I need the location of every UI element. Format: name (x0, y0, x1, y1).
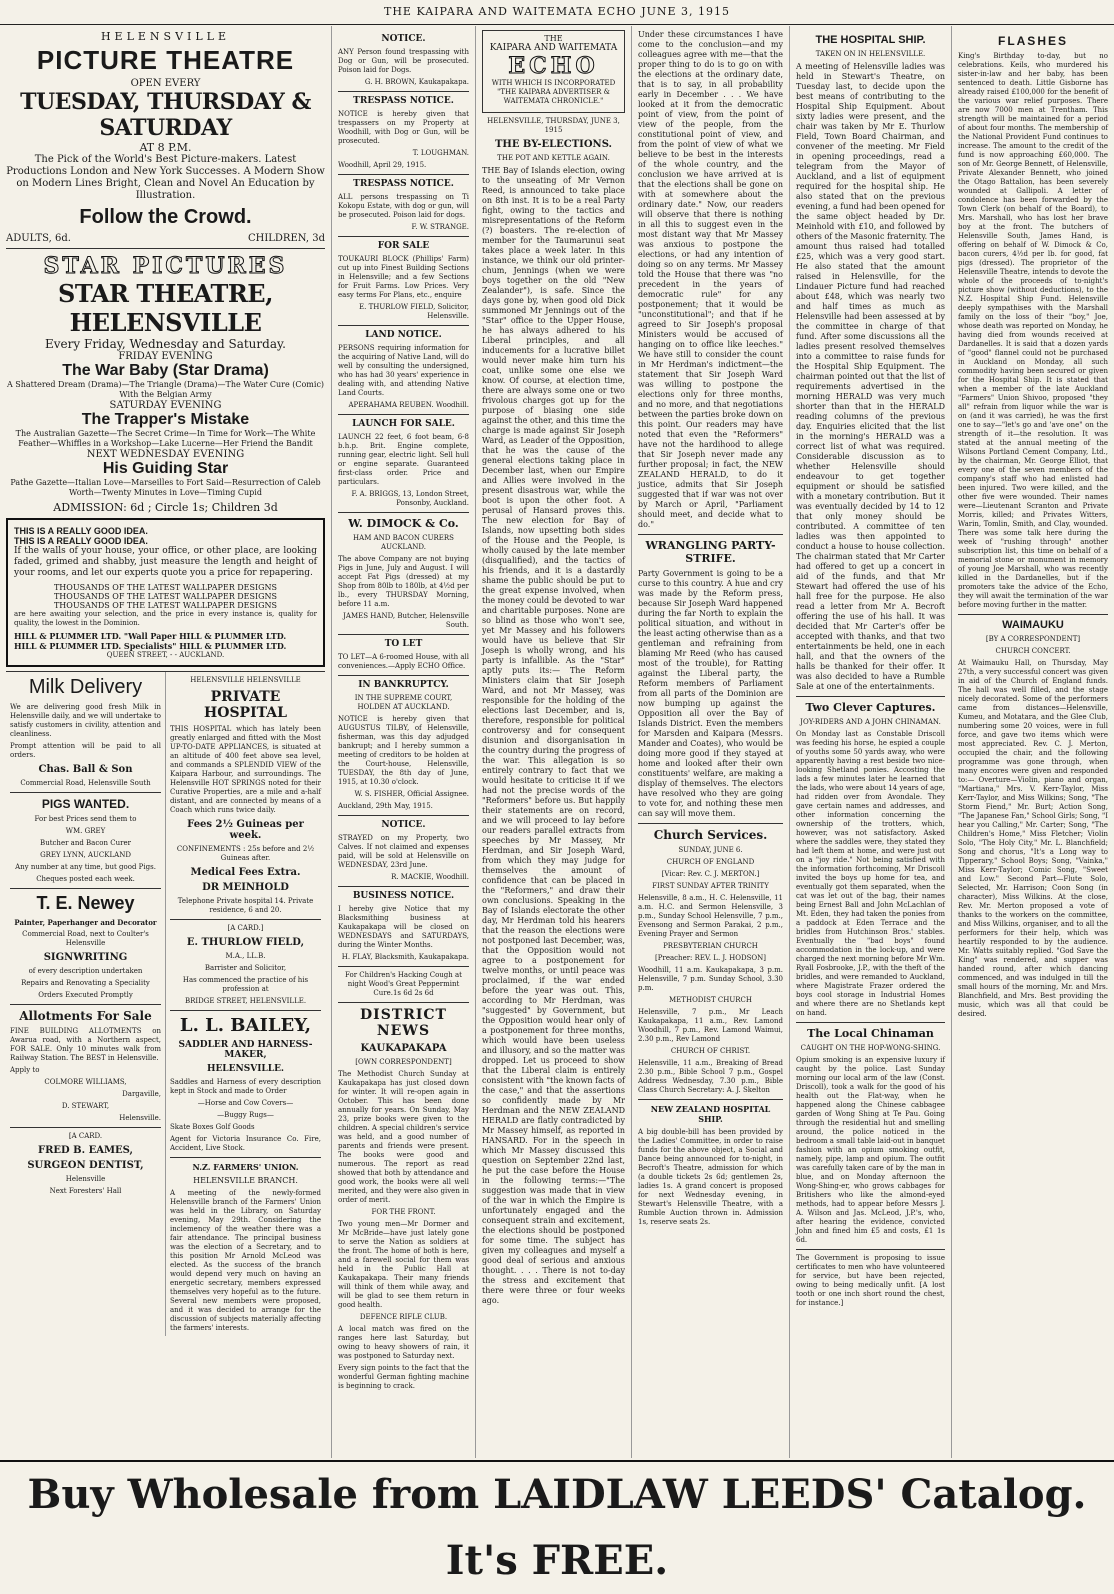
wallpaper-t1: THOUSANDS OF THE LATEST WALLPAPER DESIGNS (53, 583, 278, 592)
chinaman-title: The Local Chinaman (807, 1027, 934, 1040)
field-deg: M.A., LL.B. (225, 952, 266, 960)
pigs-trade: Butcher and Bacon Curer (40, 839, 131, 847)
newey-repairs: Repairs and Renovating a Speciality (21, 979, 150, 987)
milk-body: We are delivering good fresh Milk in Helensville daily, and we will undertake to satisfy customers in civility, attention and cleanliness. (10, 703, 161, 738)
chinaman-sub: CAUGHT ON THE HOP-WONG-SHING. (800, 1044, 941, 1052)
star-admission: ADMISSION: 6d ; Circle 1s; Children 3d (53, 501, 278, 514)
bailey-town: HELENSVILLE. (206, 1064, 285, 1074)
church-2-body: Woodhill, 11 a.m. Kaukapakapa, 3 p.m. Helensville, 7 p.m. Sunday School, 3.30 p.m. (638, 966, 783, 992)
hospital-tel: Telephone Private hospital 14. Private residence, 6 and 20. (177, 897, 314, 914)
hospital-conf: CONFINEMENTS : 25s before and 2½ Guineas after. (176, 845, 315, 862)
church-date: SUNDAY, JUNE 6. (678, 846, 743, 854)
waimauku-sub: CHURCH CONCERT. (995, 647, 1071, 655)
notice-7-sig: JAMES HAND, Butcher, Helensville South. (343, 612, 469, 629)
wrangling-title: WRANGLING PARTY-STRIFE. (645, 539, 776, 565)
echo-name: KAIPARA AND WAITEMATA (489, 43, 618, 53)
picture-theatre-slogan: Follow the Crowd. (79, 206, 252, 228)
notice-3-body: ALL persons trespassing on Ti Kokopu Estate, with dog or gun, will be prosecuted. Poison laid for dogs. (338, 193, 469, 219)
milk-body2: Prompt attention will be paid to all orders. (10, 742, 161, 759)
column-5 (790, 26, 952, 1458)
field-title: Barrister and Solicitor, (204, 964, 287, 972)
district-title: DISTRICT NEWS (360, 1007, 447, 1039)
newey-orders: Orders Executed Promptly (38, 991, 133, 999)
star-wed: NEXT WEDNESDAY EVENING (86, 449, 245, 460)
picture-theatre-blurb: The Pick of the World's Best Picture-makers. Latest Productions London and New York Successes. A Modern Show on Modern Lines Bright, Clean and Novel An Education by Illustration. (6, 154, 325, 201)
star-pictures-title: STAR PICTURES (43, 253, 288, 279)
notice-5-body: PERSONS requiring information for the acquiring of Native Land, will do well by consulting the undersigned, who has had 30 years' experience in dealing with, and attending Native Land Courts. (338, 344, 469, 397)
notice-5-title: LAND NOTICE. (365, 330, 442, 340)
pigs-note: Cheques posted each week. (36, 875, 135, 883)
newey-name: T. E. Newey (36, 893, 135, 913)
district-body4: Every sign points to the fact that the wonderful German fighting machine is beginning to crack. (338, 1364, 469, 1390)
notice-9-sig: W. S. FISHER, Official Assignee. (354, 790, 469, 798)
col4-body: Under these circumstances I have come to the conclusion—and my colleagues agree with me—that the proper thing to do is to go on with the elections at the ordinary date, that is to say, in all probability early in December . . . We have looked at it from the democratic point of view, from the point of view of the people, from the constitutional point of view, and from the point of view of what we believe to be best in the interests of the whole country, and the conclusion we have arrived at is that the elections shall be gone on with at somewhere about the ordinary date." Now, our readers will observe that there is nothing in all this to suggest even in the most distant way that Mr Massey was anxious to postpone the elections, or had any intention of doing so on any terms. Mr Massey told the House that there was "no precedent in the years of democratic rule" for any postponement; that it would be "unconstitutional"; and that if he agreed to Sir Joseph's proposal Ministers would be accused of hanging on to office like leeches." We have still to consider the count in Mr Herdman's indictment—the statement that Sir Joseph Ward was willing to postpone the elections only for three months, and no more, and that negotiations between the parties broke down on this point. Our readers may have noted that even the "Reformers" have not the hardihood to allege that Sir Joseph never made any further proposal; in fact, the NEW ZEALAND HERALD, to do it justice, admits that Sir Joseph suggested that if war was not over by March or April, "Parliament should meet, and decide what to do." (638, 30, 783, 529)
bailey-l1: —Horse and Cow Covers— (197, 1099, 294, 1107)
wallpaper-firm2: HILL & PLUMMER LTD. Specialists" HILL & PLUMMER LTD. (14, 641, 287, 651)
notice-2-sig: T. LOUGHMAN. (412, 149, 469, 157)
masthead: THE KAIPARA AND WAITEMATA ECHO JUNE 3, 1915 (0, 0, 1114, 25)
laidlaw-leeds-banner: Buy Wholesale from LAIDLAW LEEDS' Catalog. It's FREE. (0, 1460, 1114, 1534)
allotments-n2: D. STEWART, (61, 1102, 110, 1110)
newspaper-page (0, 26, 1114, 1458)
flashes-title: FLASHES (997, 34, 1068, 48)
church-2-preacher: [Preacher: REV. L. J. HODSON] (655, 954, 766, 962)
district-body: The Methodist Church Sunday at Kaukapakapa has just closed down for winter. It will re-open again in October. This has been done annually for years. On Sunday, May 23, prize books were given to the children. A special children's service was held, and a good number of parents and friends were present. The books were good and numerous. The report as read showed that both by attendance and good work, the books were all well merited, and they were also given in order of merit. (338, 1070, 469, 1204)
field-name: E. THURLOW FIELD, (186, 937, 305, 948)
church-title: Church Services. (653, 828, 768, 842)
eames-card: [A CARD. (68, 1132, 103, 1140)
district-body3: A local match was fired on the ranges here last Saturday, but owing to heavy showers of rain, it was postponed to Saturday next. (338, 1325, 469, 1360)
wrangling-body: Party Government is going to be a curse to this country. A hue and cry was made by the Reform press, because Sir Joseph Ward happened during the far North to explain the political situation, and without in the least acting otherwise than as a gentleman and refraining from blaming Mr Reed (who has caused most of the trouble), for Ratting against the Liberal party, the Reform members of Parliament from all parts of the Dominion are now bumping up against the Opposition all over the Bay of Islands District. Even the members for Marsden and Kaipara (Messrs. Mander and Coates), who would be doing more good if they stayed at home and looked after their own constituents' welfare, are making a display of themselves. The electors have resolved who they are going to vote for, and nothing these men can say will move them. (638, 569, 783, 818)
district-front: FOR THE FRONT. (371, 1208, 436, 1216)
eames-town: Helensville (65, 1175, 106, 1183)
star-theatre-days: Every Friday, Wednesday and Saturday. (45, 337, 286, 351)
milk-title: Milk Delivery (28, 676, 143, 698)
notice-3-sig: F. W. STRANGE. (411, 223, 469, 231)
notice-12: For Children's Hacking Cough at night Wood's Great Peppermint Cure.1s 6d 2s 6d (345, 971, 462, 997)
nz-hospital-ship-body: A big double-bill has been provided by the Ladies' Committee, in order to raise funds for the above object, a Social and Dance being announced for to-night, in Becroft's Theatre, admission for which (a double tickets 2s 6d; gentlemen 2s, ladies 1s. A grand concert is proposed for next Wednesday evening, in Stewart's Helensville Theatre, with a Rumble Auction thrown in. Admission 1s, reserve seats 2s. (638, 1128, 783, 1226)
star-fri-title: The War Baby (Star Drama) (62, 362, 269, 379)
notice-3-title: TRESPASS NOTICE. (353, 179, 454, 189)
eames-addr: Next Foresters' Hall (49, 1187, 122, 1195)
column-2 (332, 26, 476, 1458)
notice-2-title: TRESPASS NOTICE. (353, 96, 454, 106)
church-3: METHODIST CHURCH (669, 996, 752, 1004)
notice-2-date: Woodhill, April 29, 1915. (338, 161, 427, 169)
star-theatre-name: STAR THEATRE, HELENSVILLE (58, 279, 273, 337)
picture-theatre-adults: ADULTS, 6d. (6, 233, 71, 244)
wallpaper-body: If the walls of your house, your office, or other place, are looking faded, grimed and shabby, just measure the length and height of your rooms, and let our experts quote you a price for repapering. (14, 546, 317, 578)
flashes-body: King's Birthday to-day, but no celebrations. Keils, who murdered his sister-in-law and her baby, has been sentenced to death. Little Gisborne has already raised £100,000 for the benefit of the various war relief purposes. There are now 7000 men at Trentham. This strength will be maintained for a period of about four months. The membership of the National Provident Fund continues to increase. The amount to the credit of the fund is now approaching £60,000. The son of Mr. George Bennett, of Helensville, Private Alexander Bennett, who joined the Otago Battalion, has been severely wounded at Gallipoli. A letter of condolence has been forwarded by the Town Clerk (on behalf of the Board), to Mrs. Marshall, who has lost her brave boy at the front. The butchers of Helensville South, James Hand, is offering on behalf of W. Dimock & Co, bacon curers, 4½d per lb. for good, fat pigs (dressed). The proprietor of the Helensville Theatre, intends to devote the whole of the proceeds of to-night's picture show (without deductions), to the N.Z. Hospital Ship Fund. Helensville deeply sympathises with the Marshall family on the loss of their "boy," Joe, whose death was reported on Monday, he having died from wounds received at Dardanelles. It is said that a dozen yards of "good" flannel could not be purchased in Auckland on Monday, all such commodity having been secured or given for the Hospital Ship. It is stated that when a member of the late Auckland "Farmers" Union Shivoo, proposed "they all" refrain from liquor while the war is on (and it was carried), he was the first one to say—"let's go and 'ave one" on the strength of it—the resolution. It was stated at the annual meeting of the Wilsons Portland Cement Company, Ltd., by the chairman, Mr. George Elliot, that every one of the seven members of the company's staff who had enlisted had been injured. Two were killed, and the other five were wounded. Their names were—Lieutenant Scranton and Private Morris, killed; and Privates Witters, Warin, Tomlin, Smith, and Clay, wounded. There was some talk here during the week of "rushing through" another subscription list, this time on behalf of a memorial stone or monument in memory of young Joe Marshall, who was recently killed in the Dardanelles, but if the promoters take the advice of the Echo, they will await the termination of the war before moving further in the matter. (958, 52, 1108, 609)
picture-theatre-time: AT 8 P.M. (139, 141, 192, 154)
column-4 (632, 26, 790, 1458)
notice-7-body: The above Company are not buying Pigs in June, July and August. I will accept Fat Pigs (dressed) at my Shop from 80lb to 180lb, at 4½d per lb., every THURSDAY Morning, before 11 a.m. (338, 555, 469, 608)
picture-theatre-ad (6, 30, 325, 244)
picture-theatre-town: HELENSVILLE (100, 30, 231, 43)
star-wed-title: His Guiding Star (102, 460, 229, 477)
notice-1-body: ANY Person found trespassing with Dog or Gun, will be prosecuted. Poison laid for Dogs. (338, 48, 469, 74)
column-6 (952, 26, 1114, 1458)
captures-title: Two Clever Captures. (805, 701, 936, 714)
waimauku-title: WAIMAUKU (1002, 619, 1064, 631)
church-3-body: Helensville, 7 p.m., Mr Leach Kaukapakapa, 11 a.m., Rev. Lamond Woodhill, 7 p.m., Rev. Lamond Waimui, 2.30 p.m., Rev Lamond (638, 1008, 783, 1043)
notice-8-body: TO LET—A 6-roomed House, with all conveniences.—Apply ECHO Office. (338, 653, 469, 670)
hospital-ship-sub: TAKEN ON IN HELENSVILLE. (815, 50, 926, 58)
notice-5-sig: APERAHAMA REUBEN. Woodhill. (348, 401, 469, 409)
notice-4-sig: E. THURLOW FIELD, Solicitor, Helensville. (359, 303, 469, 320)
hospital-dr: DR MEINHOLD (202, 882, 289, 893)
pigs-body2: Any number at any time, but good Pigs. (15, 863, 156, 871)
bailey-name: L. L. BAILEY, (179, 1015, 312, 1036)
district-rifle: DEFENCE RIFLE CLUB. (359, 1313, 448, 1321)
echo-title: ECHO (508, 53, 599, 79)
wallpaper-t3: THOUSANDS OF THE LATEST WALLPAPER DESIGNS (53, 601, 278, 610)
star-sat-desc: The Australian Gazette—The Secret Crime—In Time for Work—The White Feather—Whiffles in a Workshop—Lake Lucerne—Her Friend the Bandit (15, 429, 316, 448)
notice-1-sig: G. H. BROWN, Kaukapakapa. (364, 78, 469, 86)
church-1: CHURCH OF ENGLAND (666, 858, 755, 866)
bailey-trade: SADDLER AND HARNESS-MAKER, (178, 1040, 313, 1060)
hospital-head: HELENSVILLE HELENSVILLE (190, 676, 301, 684)
milk-firm: Chas. Ball & Son (38, 764, 133, 775)
allotments-n2b: Helensville. (119, 1114, 161, 1122)
pigs-place: GREY LYNN, AUCKLAND (40, 851, 131, 859)
newey-trade: Painter, Paperhanger and Decorator (14, 918, 157, 927)
notice-11-sig: H. FLAY, Blacksmith, Kaukapakapa. (341, 953, 469, 961)
allotments-n1b: Dargaville, (122, 1090, 161, 1098)
wallpaper-addr: QUEEN STREET, - - AUCKLAND. (106, 651, 225, 659)
field-body: Has commenced the practice of his profession at (182, 976, 309, 993)
notice-4-body: TOUKAURI BLOCK (Phillips' Farm) cut up into Finest Building Sections in Helensville; and a few Sections for Fruit Farms. Low Prices. Very easy terms For Plans, etc., enquire (338, 255, 469, 299)
field-addr: BRIDGE STREET, HELENSVILLE. (184, 997, 307, 1005)
farmers-title: N.Z. FARMERS' UNION. (192, 1162, 299, 1172)
eames-trade: SURGEON DENTIST, (27, 1160, 144, 1171)
notice-10-body: STRAYED on my Property, two Calves. If not claimed and expenses paid, will be sold at Helensville on WEDNESDAY, 23rd June. (338, 834, 469, 869)
farmers-sub: HELENSVILLE BRANCH. (193, 1176, 298, 1185)
notice-8-title: TO LET (384, 639, 423, 649)
hospital-ship-body: A meeting of Helensville ladies was held in Stewart's Theatre, on Tuesday last, to decide upon the best means of contributing to the Hospital Ship Equipment. About sixty ladies were present, and the chair was taken by Mr E. Thurlow Field, Town Board Chairman, and convener of the meeting. Mr Field in opening proceedings, read a telegram from the Mayor of Auckland, and a list of equipment required for the hospital ship. He also stated that on the previous evening, a fund had been opened for the same object headed by Dr. Meinhold with £10, and followed by others of the Masonic fraternity. The amount thus raised had totalled £25, which was a very good start. He also stated that the amount raised in Helensville, for the Lindauer Picture fund had reached about £48, which was nearly two and half times as much as Helensville had been assessed at by the committee in charge of that fund. After some discussions all the ladies present resolved themselves into a committee to raise funds for the Hospital Ship Equipment. The chairman pointed out that the list of requirements advertised in the morning HERALD was very much shorter than that in the HERALD reading columns of the previous day. Enquiries elicited that the list in the morning's HERALD was a correct list of what was required. Considerable discussion as to whether Helensville should endeavour to get together equipment or should be satisfied with a monetary contribution. But it was eventually decided by 14 to 12 that only money should be contributed. A committee of ten ladies was then appointed to conduct a house to house collection. The chairman stated that Mr Carter had offered to get up a concert in aid of the funds, and that Mr Stewart had offered the use of his hall free for the purpose. He also read a letter from Mr A. Becroft offering the use of his hall. It was decided that Mr Carter's offer be accepted with thanks, and that two entertainments be held, one in each hall, and that the owners of the halls be thanked for their offer. It was also decided to have a Rumble Sale at one of the entertainments. (796, 62, 945, 691)
notice-9-title: IN BANKRUPTCY. (358, 680, 449, 690)
editorial-body: THE Bay of Islands election, owing to the unseating of Mr Vernon Reed, is announced to take place on 8th inst. It is to be a real Party fight, owing to the tactics and misrepresentations of the Reform (?) boasters. The re-election of member for the Taumarunui seat takes place a week later. In this instance, we think our old printer-chum, Jennings (when we were boys together on the old "New Zealander"), is safe. Since the days gone by, when good old Dick summoned Mr Jennings out of the "Star" office to the Upper House, he has always adhered to his Liberal principles, and all inducements for a lucrative billet would never make him turn his coat, unlike some one else we know. Of course, at election time, there are always some one or two frivolous charges got up for the purpose of biasing one side against the other, and this time the charge is made against Sir Joseph Ward, as Leader of the Opposition, that he was the cause of the general elections taking place in December last, when our Empire and Allies were involved in the present disastrous war, while the boot is upon the other foot. A perusal of Hansard proves this. The new election for Bay of Islands, now upsetting both sides of the House and the People, is wholly caused by the late member (disqualified), and the tactics of his friends, and it is a dastardly shame the public should be put to the great expense involved, when the money could be devoted to war and charitable purposes. None are so blind as those who won't see, yet Mr Massey and his followers would have us believe that Sir Joseph is wholly wrong, and his party is infallible. As the "Star" aptly puts its:— The Reform Ministers claim that Sir Joseph Ward, and not Mr Massey, was responsible for the holding of the elections last December, and is, therefore, responsible for political controversy and for consequent disunion and disorganisation in the country during the progress of the war. This allegation is so entirely contrary to fact that we would hesitate to criticise it if we had not the precise words of the "Reformers" before us. But happily their statements are on record, and we will proceed to lay before our readers parallel extracts from speeches by Mr Massey, Mr Herdman, and Sir Joseph Ward, from which they may judge for themselves the amount of confidence that can be placed in the "Reformers," and draw their own conclusions. Speaking in the Bay of Islands electorate the other day, Mr Herdman told his hearers that the reason the elections were not postponed last December, was, that the Opposition would not agree to a postponement for twelve months, or until peace was proclaimed, if the war ended before the year was out. This, according to Mr Herdman, was "suggested" by Government, but the Opposition would hear only of a postponement for three months, which would have been useless and illusory, and so the matter was dropped. Let us proceed to show that the Liberal claim is entirely consistent with "the known facts of the case," and that the assertions so confidently made by Mr Herdman and the NEW ZEALAND HERALD are flatly contradicted by Mr Massey himself, as reported in HANSARD. For in the speech in which Mr Massey discussed this question on September 22nd last, he put the case before the House in the following terms:—"The suggestion was made that in view of the war in which the Empire is unfortunately engaged and the consequent strain and excitement, the elections should be postponed for some time. The subject has given my colleagues and myself a good deal of serious and anxious thought. . . . There is not to-day the stress and excitement that there were three or four weeks ago. (482, 166, 625, 1305)
star-sat-title: The Trapper's Mistake (81, 411, 250, 428)
notice-6-sig: F. A. BRIGGS, 13, London Street, Ponsonby, Auckland. (351, 490, 469, 507)
notice-6-title: LAUNCH FOR SALE. (352, 419, 455, 429)
eames-name: FRED B. EAMES, (37, 1145, 134, 1156)
notice-11-body: I hereby give Notice that my Blacksmithing business at Kaukapakapa will be closed on WEDNESDAYS and SATURDAYS, during the Winter Months. (338, 905, 469, 949)
notice-9-sub: IN THE SUPREME COURT, HOLDEN AT AUCKLAND. (354, 694, 453, 711)
echo-inc: WITH WHICH IS INCORPORATED "THE KAIPARA ADVERTISER & WAITEMATA CHRONICLE." (491, 79, 616, 105)
star-theatre-ad (6, 253, 325, 514)
wallpaper-ad (6, 518, 325, 667)
picture-theatre-days: TUESDAY, THURSDAY & SATURDAY (20, 89, 311, 141)
district-body2: Two young men—Mr Dormer and Mr McBride—have just lately gone to serve the Nation as soldiers at the front. The home of both is here, and a farewell social for them was held in the Public Hall at Kaukapakapa. Their many friends will think of them while away, and will be glad to see them return in good health. (338, 1220, 469, 1309)
allotments-n1: COLMORE WILLIAMS, (44, 1078, 127, 1086)
pigs-firm: WM. GREY (65, 827, 106, 835)
waimauku-corr: [BY A CORRESPONDENT] (985, 635, 1081, 643)
notice-11-title: BUSINESS NOTICE. (352, 891, 455, 901)
notice-7-sub: HAM AND BACON CURERS AUCKLAND. (353, 534, 454, 551)
government-note: The Government is proposing to issue certificates to men who have volunteered for service, but have been rejected, owing to being medically unfit. [A lost tooth or one inch short round the chest, for instance.] (796, 1254, 945, 1307)
church-1-vicar: [Vicar: Rev. C. J. MERTON.] (661, 870, 760, 878)
wallpaper-l2: THIS IS A REALLY GOOD IDEA. (14, 536, 148, 546)
notice-10-title: NOTICE. (381, 820, 426, 830)
notice-1-title: NOTICE. (381, 34, 426, 44)
notice-2-body: NOTICE is hereby given that trespassers on my Property at Woodhill, with Dog or Gun, will be prosecuted. (338, 110, 469, 145)
allotments-body: FINE BUILDING ALLOTMENTS on Awarua road, with a Northern aspect, FOR SALE. Only 10 minutes walk from Railway Station. The BEST in Helensville. (10, 1027, 161, 1062)
bailey-l2: —Buggy Rugs— (217, 1111, 274, 1119)
column-1 (0, 26, 332, 1458)
wallpaper-t2: THOUSANDS OF THE LATEST WALLPAPER DESIGNS (53, 592, 278, 601)
notice-6-body: LAUNCH 22 feet, 6 foot beam, 6-8 b.h.p. Brit. Engine complete, running gear, electric light. Sell hull or engine separate. Guaranteed first-class order. Price and particulars. (338, 433, 469, 486)
echo-date: HELENSVILLE, THURSDAY, JUNE 3, 1915 (487, 117, 620, 134)
hospital-ship-title: THE HOSPITAL SHIP. (815, 34, 926, 46)
wallpaper-body2: are here awaiting your selection, and the price in every instance is, quality for quality, the lowest in the Dominion. (14, 610, 317, 627)
notice-9-body: NOTICE is hereby given that AUGUSTUS TILBY, of Helensville, fisherman, was this day adjudged bankrupt; and I hereby summon a meeting of creditors to be holden at the Court-house, Helensville, TUESDAY, the 8th day of June, 1915, at 10.30 o'clock. (338, 715, 469, 786)
notice-4-title: FOR SALE (377, 241, 430, 251)
bailey-l3: Skate Boxes Golf Goods (170, 1123, 255, 1131)
hospital-body: THIS HOSPITAL which has lately been greatly enlarged and fitted with the Most UP-TO-DATE APPLIANCES, is situated at an altitude of 400 feet above sea level, and commands a SPLENDID VIEW of the Kaipara Harbour, and surroundings. The Helensville HOT SPRINGS noted for their Curative Properties, are a mile and a-half distant, and are connected by means of a Coach which runs twice daily. (170, 725, 321, 814)
church-1-sunday: FIRST SUNDAY AFTER TRINITY (652, 882, 769, 890)
star-fri-desc: A Shattered Dream (Drama)—The Triangle (Drama)—The Water Cure (Comic) With the Belgian Army (6, 380, 325, 399)
picture-theatre-title: PICTURE THEATRE (36, 45, 295, 75)
church-4-body: Helensville, 11 a.m., Breaking of Bread 2.30 p.m., Bible School 7 p.m., Gospel Address Wednesday, 7.30 p.m., Bible Class Church Secretary: A. J. Skelton (638, 1059, 783, 1094)
captures-body: On Monday last as Constable Driscoll was feeding his horse, he espied a couple of youths some 50 yards away, who were apparently having a rest beside two nice-looking Shetland ponies. Accosting the lads a few minutes later he learned that the lads, who were about 14 years of age, had ridden over from Avondale. They gave certain names and addresses, and other information concerning the ownership of the trotters, which, however, was not satisfactory. Asked where the saddles were, they stated they had left them at home, and were just out on a "joy ride." Not being satisfied with the information forthcoming, Mr Driscoll invited the boys up home for tea, and eventually got them separated, when the cat was let out of the bag, their names being Ernest Ball and John McLachlan of Mt. Eden, they had taken the ponies from a paddock at Eden Terrace and the bridles from Hutchinson Bros.' stables. Eventually the "bad boys" found accommodation in the lock-up, and were charged the next morning before Mr Wm. Ryall Fosbrooke, J.P., with the theft of the bridles, and were remanded to Auckland, where Magistrate Frazer ordered the boys cool storage in Industrial Homes and where there are no Shetlands kept on hand. (796, 730, 945, 1017)
pigs-title: PIGS WANTED. (41, 797, 130, 811)
bailey-l4: Agent for Victoria Insurance Co. Fire, Accident, Live Stock. (170, 1135, 321, 1152)
notice-10-sig: R. MACKIE, Woodhill. (391, 873, 469, 881)
echo-the: THE (544, 34, 563, 43)
church-1-body: Helensville, 8 a.m., H. C. Helensville, 11 a.m. H.C. and Sermon Helensville, 3 p.m., Sunday School Helensville, 7 p.m., Evensong and Sermon Parakai, 2 p.m., Evening Prayer and Sermon (638, 894, 783, 938)
star-wed-desc: Pathe Gazette—Italian Love—Marseilles to Fort Said—Resurrection of Caleb Worth—Twenty Minutes in Love—Timing Cupid (10, 478, 321, 497)
allotments-title: Allotments For Sale (19, 1009, 152, 1023)
newey-addr: Commercial Road, next to Coulter's Helensville (22, 930, 149, 947)
nz-hospital-ship-title: NEW ZEALAND HOSPITAL SHIP. (650, 1104, 771, 1124)
hospital-medical: Medical Fees Extra. (190, 867, 301, 878)
allotments-apply: Apply to (10, 1066, 40, 1074)
column-3 (476, 26, 632, 1458)
church-2: PRESBYTERIAN CHURCH (663, 942, 758, 950)
notice-7-title: W. DIMOCK & Co. (348, 517, 459, 530)
captures-sub: JOY-RIDERS AND A JOHN CHINAMAN. (800, 718, 941, 726)
newey-sign: SIGNWRITING (43, 952, 128, 963)
waimauku-body: At Waimauku Hall, on Thursday, May 27th, a very successful concert was given in aid of the Church of England funds. The hall was well filled, and the stage nicely decorated. Some of the performers came from distances—Helensville, Kumeu, and Motatara, and the Glee Club, numbering some 20 voices, were in full force, and gave two items which were most appreciated. Rev. C. J. Merton, occupied the chair, and the following programme was gone through, when many encores were given and responded to:— Overture—Violin, piano and organ, "Martiana," Mrs. V. Kerr-Taylor, Miss Kerr-Taylor, and Miss Wilkins; Song, "The Storm Fiend," Mr. Burt; Action Song, "The Japanese Fan," School Girls; Song, "I hear you Calling," Mr. Carter; Song, "The Children's Home," Miss Fletcher; Violin Solo, "The Holy City," Mr. L. Blanchfield; Song and chorus, "It's a Long way to Tipperary," School Boys; Song, "Vainka," Miss Kerr-Taylor; Comic Song, "Sweet and Low." Second Part—Flute Solo, Selected, Mr. Harrison; Coon Song (in character), Miss Wilkins. At the close, Rev. Mr. Merton proposed a vote of thanks to the workers on the committee, and Miss Wilkins, organiser, and to all the performers for their help, which was heartily responded to by the audience. Mr. Watts suitably replied. "God Save the King" was rendered, and supper was handed round, after which dancing commenced, and was indulged in till the small hours of the morning, Mr. and Mrs. Blanchfield, and Mrs. Best providing the music, which was all that could be desired. (958, 659, 1108, 1018)
star-sat: SATURDAY EVENING (109, 400, 222, 411)
district-corr: [OWN CORRESPONDENT] (355, 1058, 452, 1066)
editorial-title: THE BY-ELECTIONS. (494, 139, 613, 150)
farmers-body: A meeting of the newly-formed Helensville branch of the Farmers' Union was held in the Library, on Saturday evening, May 29th. Considering the inclemency of the weather there was a fair attendance. The principal business was the election of a Secretary, and to this position Mr Arnold McLeod was elected. As the success of the branch would depend very much on having an energetic secretary, members expressed themselves very hopeful as to the future. Several new members were proposed, and it was decided to arrange for the discussion of subjects materially affecting the farmers' interests. (170, 1189, 321, 1332)
wallpaper-firm1: HILL & PLUMMER LTD. "Wall Paper HILL & PLUMMER LTD. (14, 631, 287, 641)
picture-theatre-children: CHILDREN, 3d (247, 233, 325, 244)
church-4: CHURCH OF CHRIST. (670, 1047, 751, 1055)
bailey-body: Saddles and Harness of every description kept in Stock and made to Order (170, 1078, 321, 1095)
editorial-sub: THE POT AND KETTLE AGAIN. (497, 154, 610, 162)
star-fri: FRIDAY EVENING (118, 351, 213, 362)
pigs-body: For best Prices send them to (34, 815, 137, 823)
field-card: [A CARD.] (227, 924, 264, 932)
district-place: KAUKAPAKAPA (360, 1043, 447, 1054)
chinaman-body: Opium smoking is an expensive luxury if caught by the police. Last Sunday morning our local arm of the law (Const. Driscoll), took a walk for the good of his health out the Flat-way, when he happened along the Chinese cabbagee garden of Wong Shing at Te Pau. Going through the residential hut and smelling around, the police noticed in the bedroom a small table laid-out in banquet fashion with an opium smoking outfit, namely, pipe, lamp and opium. The outfit was carefully taken care of by the man in blue, and on Monday afternoon the Wong-Shing-er, who grows cabbages for Britishers who like the almond-eyed methods, had to appear before Messrs J. A. Wilson and Jas. McLeod, J.P.'s, who, after hearing the evidence, convicted John and fined him £5 and costs, £1 1s 6d. (796, 1056, 945, 1244)
hospital-title: PRIVATE HOSPITAL (204, 689, 287, 721)
milk-addr: Commercial Road, Helensville South (20, 779, 151, 787)
hospital-fees: Fees 2½ Guineas per week. (187, 819, 304, 841)
picture-theatre-open: OPEN EVERY (130, 78, 201, 89)
notice-9-date: Auckland, 29th May, 1915. (338, 802, 433, 810)
wallpaper-l1: THIS IS A REALLY GOOD IDEA. (14, 526, 148, 536)
newey-sign2: of every description undertaken (28, 967, 143, 975)
